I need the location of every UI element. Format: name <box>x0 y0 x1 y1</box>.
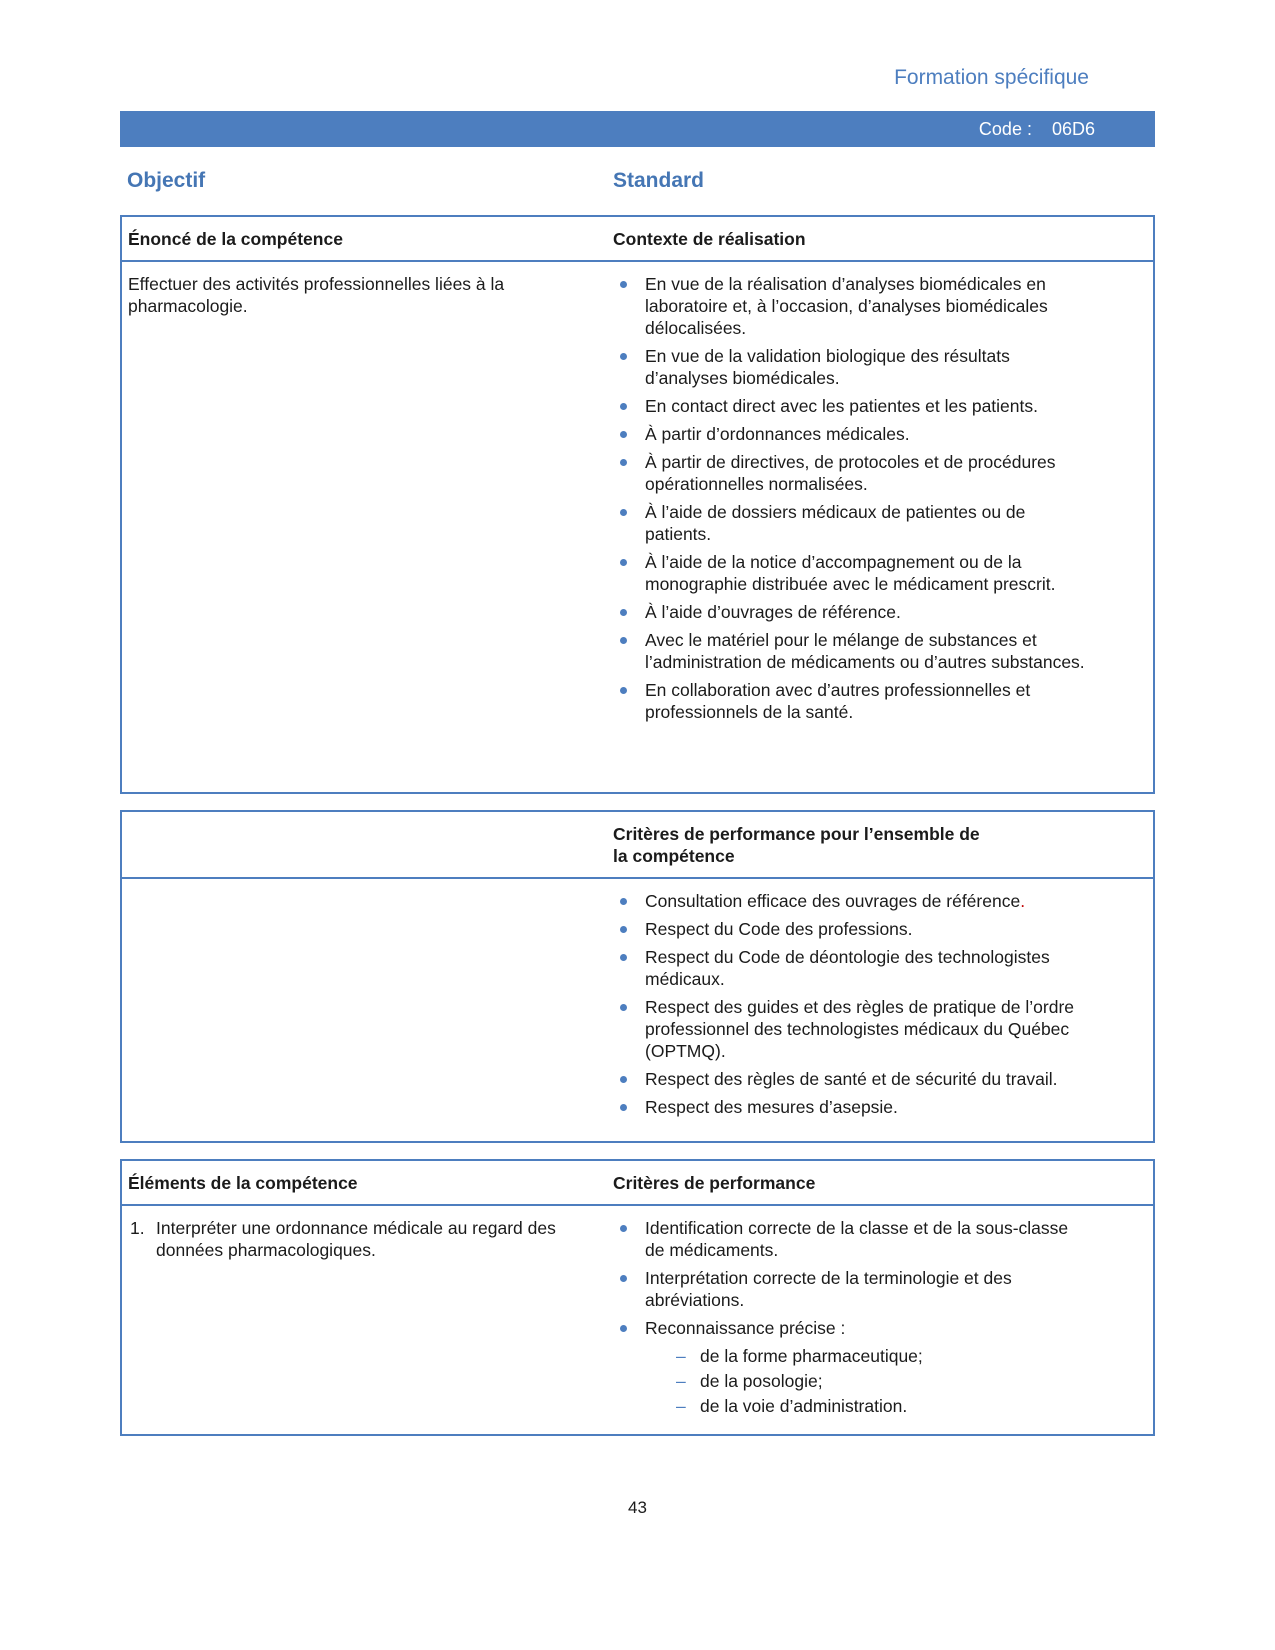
code-label: Code : <box>978 118 1032 139</box>
bullet-text: Respect du Code des professions. <box>645 919 913 939</box>
bullet-icon <box>620 1225 627 1232</box>
bullet-icon <box>620 687 627 694</box>
bullet-icon <box>620 281 627 288</box>
bullet-icon <box>620 1325 627 1332</box>
list-item <box>613 423 1143 445</box>
criteres-ensemble-cell <box>613 879 1153 1141</box>
sub-bullet-text: de la posologie; <box>700 1371 823 1391</box>
list-item <box>613 679 1143 723</box>
bullet-text: Identification correcte de la classe et de la sous-classe de médicaments. <box>645 1218 1069 1260</box>
element-cell <box>122 1206 613 1434</box>
bullet-text: Respect des guides et des règles de pratique de l’ordre professionnel des technologistes médicaux du Québec (OPTMQ). <box>645 997 1075 1061</box>
criteres-ensemble-header-text: Critères de performance pour l’ensemble de la compétence <box>613 824 980 866</box>
list-item <box>613 551 1143 595</box>
bullet-icon <box>620 1004 627 1011</box>
criteres-cell <box>613 1206 1153 1434</box>
bullet-text <box>645 890 1025 912</box>
table-header-row <box>122 812 1153 879</box>
sub-list-item <box>613 1395 1143 1417</box>
list-item <box>613 1217 1143 1261</box>
bullet-text: Respect des règles de santé et de sécurité du travail. <box>645 1069 1058 1089</box>
list-item <box>613 601 1143 623</box>
bullet-icon <box>620 509 627 516</box>
list-item <box>613 1317 1143 1339</box>
bullet-icon <box>620 1275 627 1282</box>
bullet-text: En vue de la réalisation d’analyses biomédicales en laboratoire et, à l’occasion, d’analyses biomédicales délocalisées. <box>645 274 1048 338</box>
enonce-header: Énoncé de la compétence <box>128 229 343 249</box>
dash-marker-icon: – <box>676 1396 686 1416</box>
criteres-ensemble-table <box>120 810 1155 1143</box>
bullet-text: Interprétation correcte de la terminologie et des abréviations. <box>645 1268 1012 1310</box>
bullet-icon <box>620 403 627 410</box>
sub-bullet-text: de la forme pharmaceutique; <box>700 1346 923 1366</box>
elements-table <box>120 1159 1155 1436</box>
table-body-row <box>122 879 1153 1141</box>
standard-heading: Standard <box>613 169 705 192</box>
competence-table <box>120 215 1155 794</box>
list-item <box>613 996 1143 1062</box>
sub-bullet-text: de la voie d’administration. <box>700 1396 908 1416</box>
bullet-icon <box>620 1104 627 1111</box>
bullet-icon <box>620 559 627 566</box>
bullet-icon <box>620 431 627 438</box>
section-header: Formation spécifique <box>894 66 1089 89</box>
contexte-cell <box>613 262 1153 792</box>
dash-marker-icon: – <box>676 1371 686 1391</box>
bullet-text: À partir de directives, de protocoles et de procédures opérationnelles normalisées. <box>645 452 1056 494</box>
contexte-header: Contexte de réalisation <box>613 229 806 249</box>
bullet-icon <box>620 926 627 933</box>
table-header-row <box>122 1161 1153 1206</box>
bullet-text: À l’aide d’ouvrages de référence. <box>645 602 901 622</box>
code-bar <box>120 111 1155 147</box>
item-text: Interpréter une ordonnance médicale au regard des données pharmacologiques. <box>156 1218 556 1260</box>
code-value: 06D6 <box>1051 118 1095 139</box>
bullet-text: Respect du Code de déontologie des technologistes médicaux. <box>645 947 1050 989</box>
bullet-icon <box>620 954 627 961</box>
bullet-icon <box>620 1076 627 1083</box>
page-number: 43 <box>628 1498 647 1517</box>
bullet-text: En collaboration avec d’autres professionnelles et professionnels de la santé. <box>645 680 1031 722</box>
bullet-icon <box>620 609 627 616</box>
elements-header: Éléments de la compétence <box>128 1173 358 1193</box>
empty-header-cell <box>122 812 613 877</box>
table-header-row <box>122 217 1153 262</box>
bullet-icon <box>620 459 627 466</box>
bullet-text: Avec le matériel pour le mélange de substances et l’administration de médicaments ou d’autres substances. <box>645 630 1085 672</box>
criteres-ensemble-header <box>613 812 1153 877</box>
list-item <box>613 946 1143 990</box>
bullet-text: À partir d’ordonnances médicales. <box>645 424 910 444</box>
list-item <box>613 918 1143 940</box>
dash-marker-icon: – <box>676 1346 686 1366</box>
bullet-text-main: Consultation efficace des ouvrages de référence <box>645 891 1021 911</box>
list-item <box>613 1096 1143 1118</box>
list-item <box>613 890 1143 912</box>
bullet-icon <box>620 898 627 905</box>
table-body-row <box>122 262 1153 792</box>
bullet-icon <box>620 637 627 644</box>
empty-cell <box>122 879 613 1141</box>
objectif-heading: Objectif <box>127 169 206 192</box>
table-body-row <box>122 1206 1153 1434</box>
criteres-header: Critères de performance <box>613 1173 816 1193</box>
enonce-text: Effectuer des activités professionnelles liées à la pharmacologie. <box>128 274 505 316</box>
bullet-text: En vue de la validation biologique des résultats d’analyses biomédicales. <box>645 346 1010 388</box>
column-headings <box>120 168 1155 194</box>
list-item <box>613 395 1143 417</box>
bullet-text: Reconnaissance précise : <box>645 1318 846 1338</box>
list-item <box>613 1267 1143 1311</box>
bullet-text: En contact direct avec les patientes et les patients. <box>645 396 1038 416</box>
bullet-text: À l’aide de la notice d’accompagnement ou de la monographie distribuée avec le médicament prescrit. <box>645 552 1056 594</box>
item-number: 1. <box>130 1218 145 1238</box>
list-item <box>613 501 1143 545</box>
enonce-cell <box>122 262 613 792</box>
bullet-text: Respect des mesures d’asepsie. <box>645 1097 898 1117</box>
list-item <box>613 273 1143 339</box>
list-item <box>613 451 1143 495</box>
list-item <box>613 1068 1143 1090</box>
bullet-icon <box>620 353 627 360</box>
red-period: . <box>1020 891 1026 911</box>
list-item <box>613 629 1143 673</box>
sub-list-item <box>613 1370 1143 1392</box>
sub-list-item <box>613 1345 1143 1367</box>
bullet-text: À l’aide de dossiers médicaux de patientes ou de patients. <box>645 502 1026 544</box>
list-item <box>613 345 1143 389</box>
numbered-item <box>128 1217 603 1261</box>
